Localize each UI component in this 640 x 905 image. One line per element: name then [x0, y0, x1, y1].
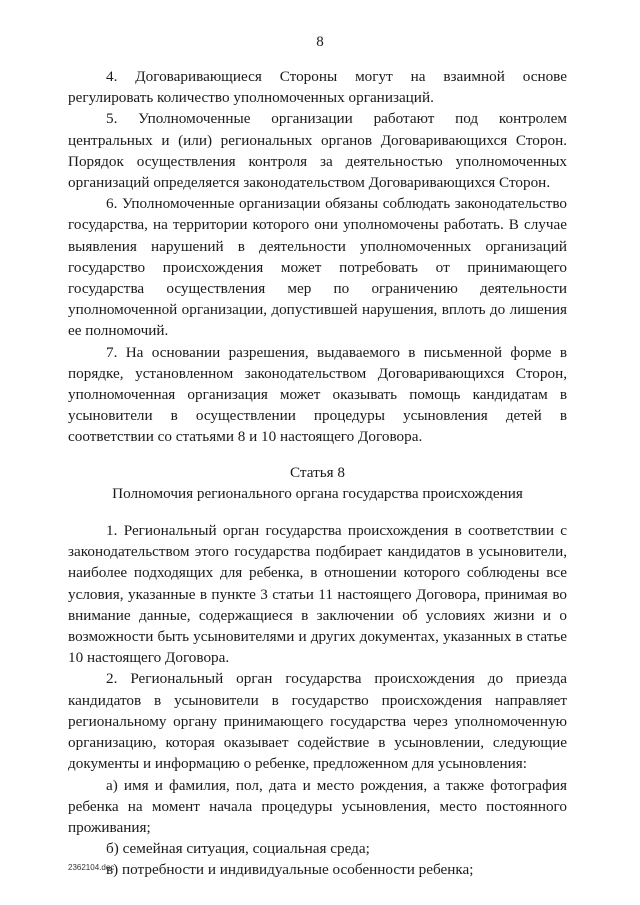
file-name-footer: 2362104.doc	[68, 863, 115, 872]
list-item-c: в) потребности и индивидуальные особенности ребенка;	[106, 861, 474, 879]
paragraph-6: 6. Уполномоченные организации обязаны соблюдать законодательство государства, на территории которого они уполномочены работать. В случае выявления нарушений в деятельности уполномоченных организаций государство происхождения может потребовать от принимающего государства осуществления мер по ограничению деятельности уполномоченной организации, допустившей нарушения, вплоть до лишения ее полномочий.	[68, 195, 567, 340]
list-item-b: б) семейная ситуация, социальная среда;	[106, 840, 370, 858]
document-body	[68, 66, 567, 881]
article-title: Статья 8	[289, 463, 346, 481]
article-subtitle: Полномочия регионального органа государства происхождения	[112, 484, 523, 502]
article-heading	[68, 462, 567, 504]
paragraph-7: 7. На основании разрешения, выдаваемого в письменной форме в порядке, установленном законодательством Договаривающихся Сторон, уполномоченная организация может оказывать помощь кандидатам в усыновители в осуществлении процедуры усыновления детей в соответствии со статьями 8 и 10 настоящего Договора.	[68, 343, 567, 446]
page-number: 8	[316, 34, 324, 50]
article-paragraph-2: 2. Региональный орган государства происхождения до приезда кандидатов в усыновители в государство происхождения направляет региональному органу принимающего государства через уполномоченную организацию, которая оказывает содействие в усыновлении, следующие документы и информацию о ребенке, предложенном для усыновления:	[68, 670, 567, 773]
paragraph-5: 5. Уполномоченные организации работают под контролем центральных и (или) региональных органов Договаривающихся Сторон. Порядок осуществления контроля за деятельностью уполномоченных организаций определяется законодательством Договаривающихся Сторон.	[68, 110, 567, 192]
paragraph-4: 4. Договаривающиеся Стороны могут на взаимной основе регулировать количество уполномоченных организаций.	[68, 68, 567, 107]
list-item-a: а) имя и фамилия, пол, дата и место рождения, а также фотография ребенка на момент начала процедуры усыновления, место постоянного проживания;	[68, 776, 567, 836]
article-paragraph-1: 1. Региональный орган государства происхождения в соответствии с законодательством этого государства подбирает кандидатов в усыновители, наиболее подходящих для ребенка, в отношении которого соблюдены все условия, указанные в пункте 3 статьи 11 настоящего Договора, принимая во внимание данные, содержащиеся в заключении об условиях жизни и о возможности быть усыновителями и других документах, указанных в статье 10 настоящего Договора.	[68, 522, 567, 667]
